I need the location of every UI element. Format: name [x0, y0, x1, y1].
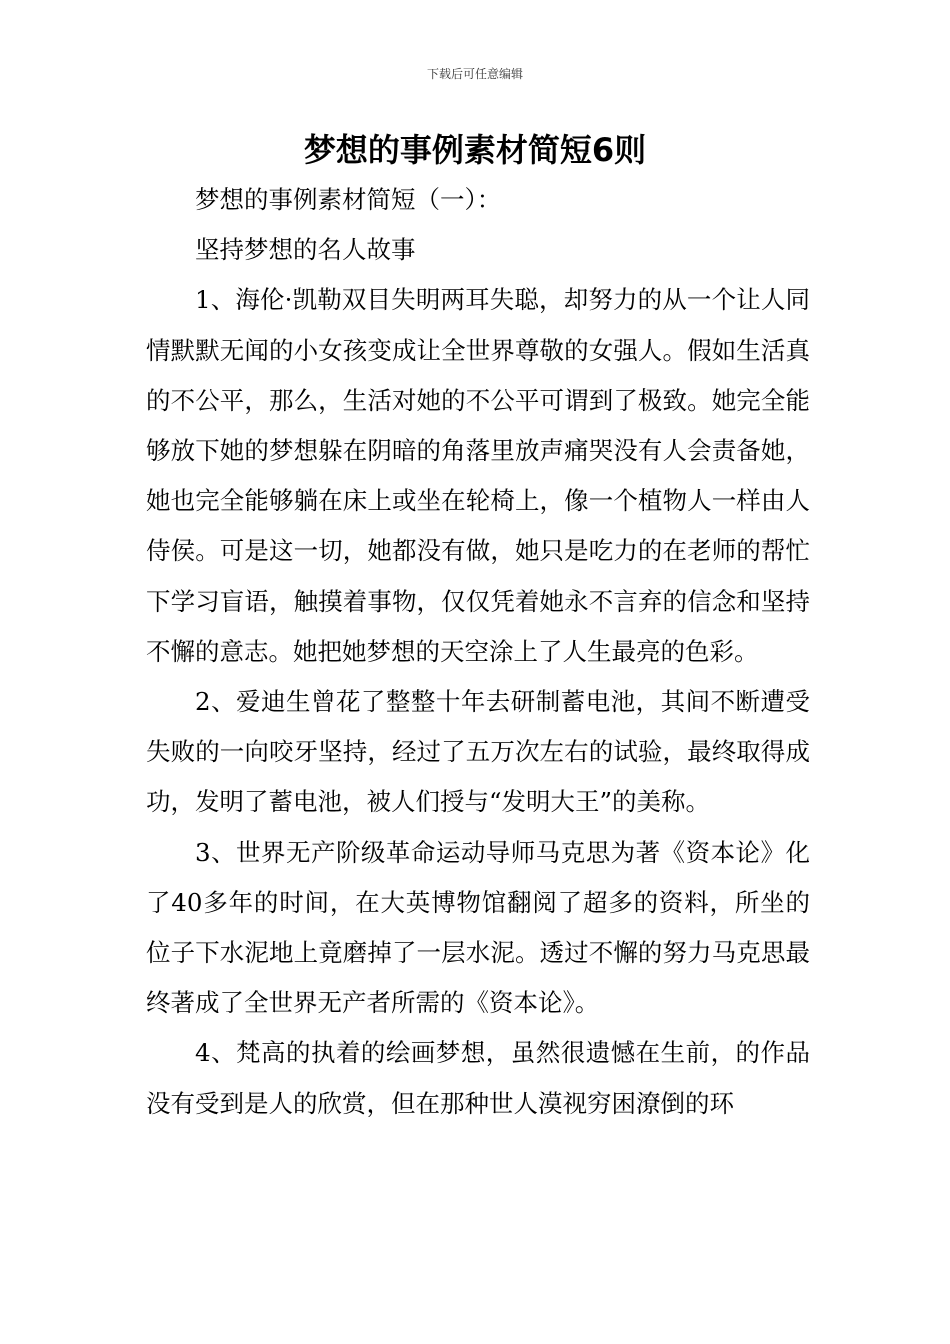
paragraph-marx: 3、世界无产阶级革命运动导师马克思为著《资本论》化了40多年的时间，在大英博物馆翻阅了超多的资料，所坐的位子下水泥地上竟磨掉了一层水泥。透过不懈的努力马克思最终著成了全世界无产者所需的《资本论》。 — [146, 837, 810, 1018]
paragraph-edison: 2、爱迪生曾花了整整十年去研制蓄电池，其间不断遭受失败的一向咬牙坚持，经过了五万次左右的试验，最终取得成功，发明了蓄电池，被人们授与“发明大王”的美称。 — [146, 687, 810, 817]
paragraph-helen-keller: 1、海伦·凯勒双目失明两耳失聪，却努力的从一个让人同情默默无闻的小女孩变成让全世界尊敬的女强人。假如生活真的不公平，那么，生活对她的不公平可谓到了极致。她完全能够放下她的梦想躲在阴暗的角落里放声痛哭没有人会责备她，她也完全能够躺在床上或坐在轮椅上，像一个植物人一样由人侍侯。可是这一切，她都没有做，她只是吃力的在老师的帮忙下学习盲语，触摸着事物，仅仅凭着她永不言弃的信念和坚持不懈的意志。她把她梦想的天空涂上了人生最亮的色彩。 — [146, 285, 810, 666]
document-title: 梦想的事例素材简短6则 — [303, 131, 647, 169]
document-body — [146, 175, 810, 1129]
subsection-heading: 坚持梦想的名人故事 — [195, 235, 416, 265]
page-header-note: 下载后可任意编辑 — [426, 67, 523, 81]
paragraph-van-gogh: 4、梵高的执着的绘画梦想，虽然很遗憾在生前，的作品没有受到是人的欣赏，但在那种世人漠视穷困潦倒的环 — [146, 1038, 810, 1118]
section-heading: 梦想的事例素材简短（一）： — [195, 185, 502, 214]
